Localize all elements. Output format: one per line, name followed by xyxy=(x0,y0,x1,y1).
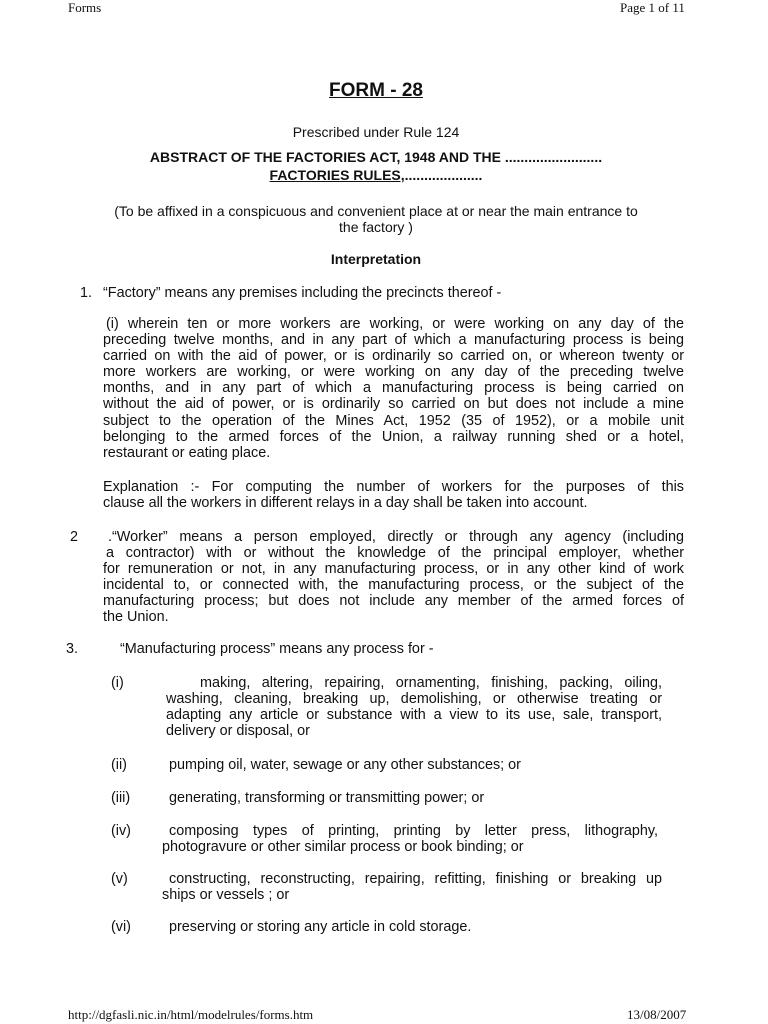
item1-number: 1. xyxy=(80,285,93,301)
text-line: belonging to the armed forces of the Union, a railway running shed or a hotel, xyxy=(103,428,684,445)
subitem-ii-text: pumping oil, water, sewage or any other substances; or xyxy=(169,757,521,773)
subitem-iv-text xyxy=(162,823,658,855)
abstract-heading-line2 xyxy=(0,167,752,184)
subitem-iv-number: (iv) xyxy=(111,823,131,839)
text-line: composing types of printing, printing by letter press, lithography, xyxy=(169,823,658,839)
subitem-v-text xyxy=(162,871,662,903)
text-line: preceding twelve months, and in any part of which a manufacturing process is being xyxy=(103,332,684,349)
affix-note-line1: (To be affixed in a conspicuous and convenient place at or near the main entrance to xyxy=(114,203,638,219)
subitem-vi-text: preserving or storing any article in cold storage. xyxy=(169,919,472,935)
page-indicator: Page 1 of 11 xyxy=(620,0,685,15)
text-line: a contractor) with or without the knowledge of the principal employer, whether xyxy=(106,545,684,562)
item2-worker-definition xyxy=(103,529,684,626)
subitem-iii-number: (iii) xyxy=(111,790,131,806)
text-line: washing, cleaning, breaking up, demolishing, or otherwise treating or xyxy=(166,691,662,708)
item1-explanation xyxy=(103,479,684,511)
item1-text: “Factory” means any premises including the precincts thereof - xyxy=(103,285,502,301)
text-line: clause all the workers in different relays in a day shall be taken into account. xyxy=(103,495,588,512)
subitem-iii-text: generating, transforming or transmitting power; or xyxy=(169,790,485,806)
text-line: constructing, reconstructing, repairing, refitting, finishing or breaking up xyxy=(169,871,662,887)
text-line: restaurant or eating place. xyxy=(103,444,271,461)
factories-rules-dots: .................... xyxy=(404,167,483,183)
text-line: the Union. xyxy=(103,609,169,626)
subitem-v-number: (v) xyxy=(111,871,128,887)
item2-number: 2 xyxy=(70,529,79,545)
factories-rules-label: FACTORIES RULES, xyxy=(269,167,405,183)
affix-note-line2: the factory ) xyxy=(339,219,413,235)
subitem-vi-number: (vi) xyxy=(111,919,131,935)
text-line: for remuneration or not, in any manufacturing process, or in any other kind of work xyxy=(103,561,684,578)
header-left-label: Forms xyxy=(68,0,102,15)
text-line: without the aid of power, or is ordinarily so carried on but does not include a mine xyxy=(103,396,684,413)
text-line: more workers are working, or were working on any day of the preceding twelve xyxy=(103,364,684,381)
text-line: Explanation :- For computing the number of workers for the purposes of this xyxy=(103,479,684,495)
text-line: subject to the operation of the Mines Act, 1952 (35 of 1952), or a mobile unit xyxy=(103,412,684,429)
text-line: adapting any article or substance with a view to its use, sale, transport, xyxy=(166,707,662,724)
footer-date: 13/08/2007 xyxy=(627,1007,687,1022)
footer-url: http://dgfasli.nic.in/html/modelrules/forms.htm xyxy=(68,1007,314,1022)
text-line: making, altering, repairing, ornamenting, finishing, packing, oiling, xyxy=(200,675,662,691)
text-line: carried on with the aid of power, or is ordinarily so carried on, or whereon twenty or xyxy=(103,348,684,365)
item3-number: 3. xyxy=(66,641,79,657)
subitem-i-number: (i) xyxy=(111,675,124,691)
abstract-heading-line1: ABSTRACT OF THE FACTORIES ACT, 1948 AND THE ......................... xyxy=(149,149,603,165)
text-line: (i) wherein ten or more workers are working, or were working on any day of the xyxy=(106,316,684,332)
text-line: photogravure or other similar process or book binding; or xyxy=(162,839,524,856)
text-line: .“Worker” means a person employed, directly or through any agency (including xyxy=(108,529,684,545)
text-line: incidental to, or connected with, the manufacturing process, or the subject of the xyxy=(103,577,684,594)
subitem-ii-number: (ii) xyxy=(111,757,127,773)
item3-text: “Manufacturing process” means any process for - xyxy=(120,641,434,657)
text-line: delivery or disposal, or xyxy=(166,723,310,740)
subitem-i-text xyxy=(166,675,662,739)
text-line: ships or vessels ; or xyxy=(162,887,290,904)
interpretation-heading: Interpretation xyxy=(330,251,422,267)
prescribed-rule: Prescribed under Rule 124 xyxy=(292,124,460,140)
item1-clause-i xyxy=(103,316,684,461)
text-line: months, and in any part of which a manufacturing process is being carried on xyxy=(103,380,684,397)
page-title: FORM - 28 xyxy=(329,80,423,101)
text-line: manufacturing process; but does not include any member of the armed forces of xyxy=(103,593,684,610)
